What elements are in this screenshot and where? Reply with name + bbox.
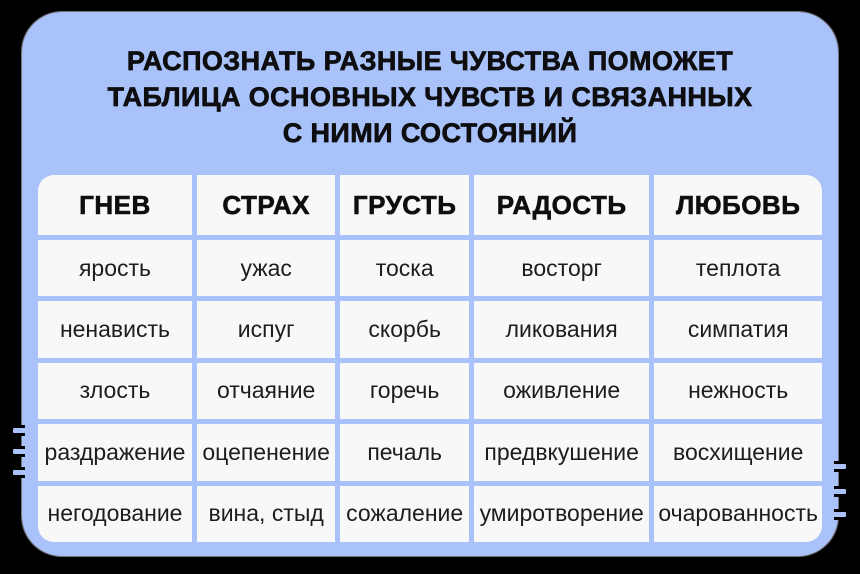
table-cell: сожаление <box>340 486 469 542</box>
table-cell: оцепенение <box>197 424 335 480</box>
table-cell: отчаяние <box>197 363 335 419</box>
column-header-sadness: ГРУСТЬ <box>340 175 469 235</box>
table-cell: очарованность <box>654 486 822 542</box>
table-cell: теплота <box>654 240 822 296</box>
column-header-anger: ГНЕВ <box>38 175 192 235</box>
edge-notch-icon <box>10 467 25 478</box>
column-header-joy: РАДОСТЬ <box>474 175 649 235</box>
feelings-card <box>22 12 838 556</box>
column-header-love: ЛЮБОВЬ <box>654 175 822 235</box>
table-cell: горечь <box>340 363 469 419</box>
column-header-fear: СТРАХ <box>197 175 335 235</box>
table-cell: тоска <box>340 240 469 296</box>
table-cell: умиротворение <box>474 486 649 542</box>
table-cell: ярость <box>38 240 192 296</box>
edge-notch-icon <box>834 509 849 520</box>
edge-notch-icon <box>10 425 25 436</box>
table-cell: раздражение <box>38 424 192 480</box>
table-cell: оживление <box>474 363 649 419</box>
edge-notch-icon <box>10 446 25 457</box>
table-cell: испуг <box>197 301 335 357</box>
title-line-2: ТАБЛИЦА ОСНОВНЫХ ЧУВСТВ И СВЯЗАННЫХ <box>107 82 753 112</box>
table-cell: вина, стыд <box>197 486 335 542</box>
table-cell: восхищение <box>654 424 822 480</box>
table-cell: ликования <box>474 301 649 357</box>
title-line-1: РАСПОЗНАТЬ РАЗНЫЕ ЧУВСТВА ПОМОЖЕТ <box>126 46 734 76</box>
edge-notch-icon <box>834 486 849 497</box>
edge-notch-icon <box>834 461 849 472</box>
table-cell: симпатия <box>654 301 822 357</box>
table-cell: злость <box>38 363 192 419</box>
table-cell: предвкушение <box>474 424 649 480</box>
feelings-table <box>38 175 822 542</box>
page-title <box>22 43 838 151</box>
title-line-3: С НИМИ СОСТОЯНИЙ <box>282 118 578 148</box>
table-cell: негодование <box>38 486 192 542</box>
table-cell: ужас <box>197 240 335 296</box>
table-cell: скорбь <box>340 301 469 357</box>
table-cell: восторг <box>474 240 649 296</box>
table-cell: нежность <box>654 363 822 419</box>
table-cell: печаль <box>340 424 469 480</box>
table-cell: ненависть <box>38 301 192 357</box>
